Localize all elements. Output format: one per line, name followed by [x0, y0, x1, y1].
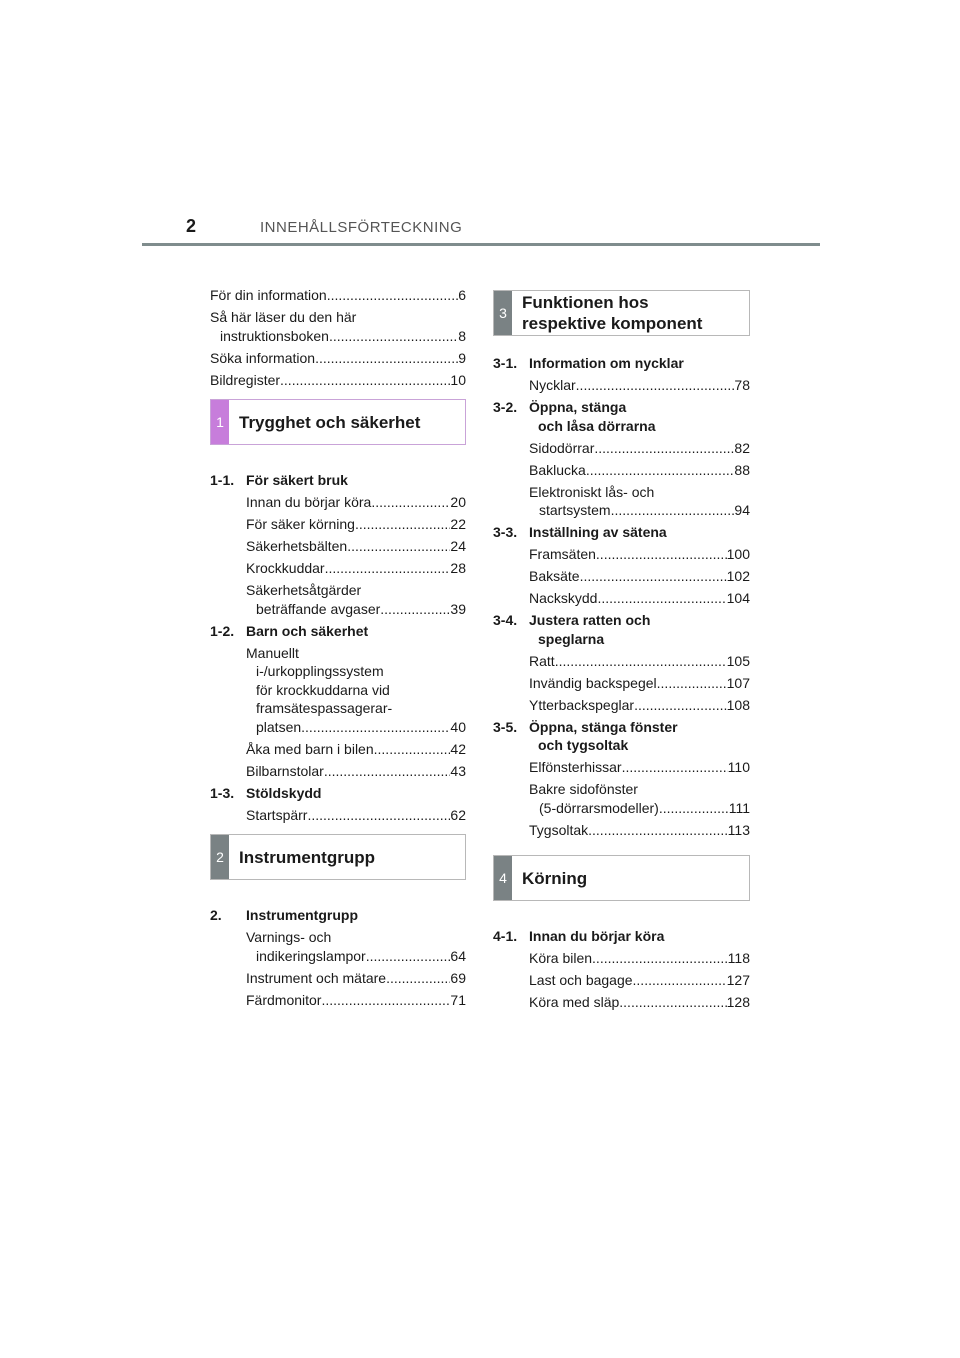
chapter-title: Trygghet och säkerhet: [239, 412, 421, 432]
section-heading[interactable]: 1-3. Stöldskydd: [210, 784, 322, 801]
section-heading[interactable]: 2. Instrumentgrupp: [210, 907, 358, 923]
toc-entry[interactable]: Elfönsterhissar ..... 110: [493, 758, 750, 777]
toc-entry[interactable]: Elektroniskt lås- och startsystem ..... 94: [493, 483, 750, 520]
toc-entry[interactable]: För din information ..... 6: [210, 286, 466, 305]
toc-entry[interactable]: Bakre sidofönster (5-dörrarsmodeller) ..... 111: [493, 780, 750, 817]
toc-entry[interactable]: Startspärr ..... 62: [210, 806, 466, 825]
toc-entry[interactable]: Varnings- och indikeringslampor ..... 64: [210, 928, 466, 965]
chapter-2-header[interactable]: [210, 834, 466, 880]
toc-entry[interactable]: Säkerhetsbälten ..... 24: [210, 537, 466, 556]
chapter-4-header[interactable]: [493, 855, 750, 901]
toc-entry[interactable]: Tygsoltak ..... 113: [493, 821, 750, 840]
toc-entry[interactable]: För säker körning ..... 22: [210, 515, 466, 534]
toc-entry[interactable]: Innan du börjar köra ..... 20: [210, 493, 466, 512]
chapter-title: Funktionen hos respektive komponent: [522, 293, 703, 333]
toc-entry[interactable]: Säkerhetsåtgärder beträffande avgaser ..... 39: [210, 581, 466, 618]
toc-entry[interactable]: Baksäte ..... 102: [493, 567, 750, 586]
section-heading[interactable]: 1-2. Barn och säkerhet: [210, 622, 369, 639]
chapter-3-header[interactable]: [493, 290, 750, 336]
toc-entry[interactable]: Bildregister ..... 10: [210, 371, 466, 390]
toc-entry[interactable]: Instrument och mätare ..... 69: [210, 969, 466, 988]
section-heading[interactable]: 3-1. Information om nycklar: [493, 355, 684, 371]
chapter-number: 2: [211, 835, 229, 879]
toc-left-column: [210, 286, 466, 1013]
chapter-number: 1: [211, 400, 229, 444]
toc-entry[interactable]: Söka information ..... 9: [210, 349, 466, 368]
toc-entry[interactable]: Invändig backspegel ..... 107: [493, 674, 750, 693]
toc-entry[interactable]: Sidodörrar ..... 82: [493, 439, 750, 458]
toc-entry[interactable]: Köra bilen ..... 118: [493, 949, 750, 968]
page-header: [0, 0, 960, 250]
toc-entry[interactable]: Färdmonitor ..... 71: [210, 991, 466, 1010]
section-heading[interactable]: 3-5. Öppna, stänga fönster och tygsoltak: [493, 718, 678, 753]
chapter-1-header[interactable]: [210, 399, 466, 445]
section-heading[interactable]: 1-1. För säkert bruk: [210, 472, 348, 488]
toc-entry[interactable]: Baklucka ..... 88: [493, 461, 750, 480]
toc-entry[interactable]: Ytterbackspeglar ..... 108: [493, 696, 750, 715]
toc-entry[interactable]: Manuellt i-/urkopplingssystem för krockkuddarna vid framsätespassagerar- platsen ..... 40: [210, 644, 466, 737]
toc-entry[interactable]: Köra med släp ..... 128: [493, 993, 750, 1012]
page-number: 2: [186, 216, 197, 236]
section-heading[interactable]: 4-1. Innan du börjar köra: [493, 928, 665, 944]
chapter-number: 3: [494, 291, 512, 335]
toc-right-column: [493, 290, 750, 1015]
toc-entry[interactable]: Framsäten ..... 100: [493, 545, 750, 564]
toc-entry[interactable]: Bilbarnstolar ..... 43: [210, 762, 466, 781]
toc-entry[interactable]: Åka med barn i bilen ..... 42: [210, 740, 466, 759]
chapter-number: 4: [494, 856, 512, 900]
toc-entry[interactable]: Ratt ..... 105: [493, 652, 750, 671]
section-heading[interactable]: 3-2. Öppna, stänga och låsa dörrarna: [493, 399, 656, 434]
chapter-title: Körning: [522, 868, 588, 888]
page-title: INNEHÅLLSFÖRTECKNING: [260, 219, 463, 236]
toc-entry[interactable]: Så här läser du den här instruktionsboken ..... 8: [210, 308, 466, 345]
toc-entry[interactable]: Nackskydd ..... 104: [493, 589, 750, 608]
toc-entry[interactable]: Nycklar ..... 78: [493, 376, 750, 395]
section-heading[interactable]: 3-3. Inställning av sätena: [493, 524, 667, 540]
chapter-title: Instrumentgrupp: [239, 847, 375, 867]
toc-entry[interactable]: Krockkuddar ..... 28: [210, 559, 466, 578]
header-divider: [142, 243, 820, 246]
section-heading[interactable]: 3-4. Justera ratten och speglarna: [493, 612, 651, 647]
toc-entry[interactable]: Last och bagage ..... 127: [493, 971, 750, 990]
